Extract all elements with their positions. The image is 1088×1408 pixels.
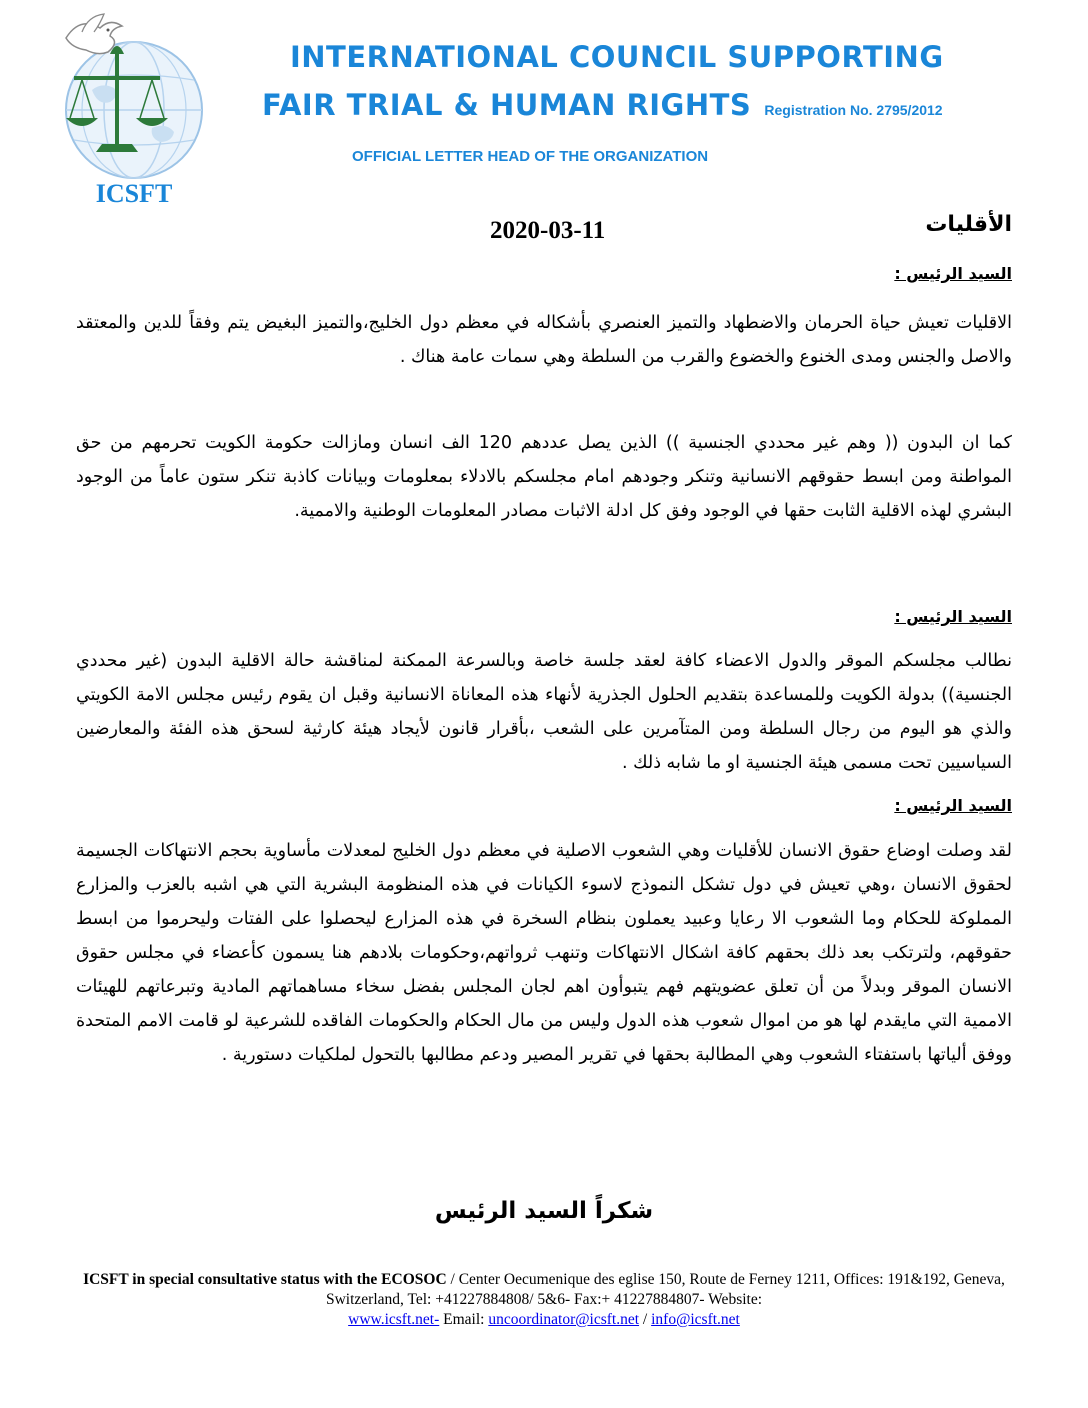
- letter-date: 2020-03-11: [490, 217, 606, 244]
- footer-contact: [70, 1270, 1018, 1330]
- paragraph-1: الاقليات تعيش حياة الحرمان والاضطهاد والتميز العنصري بأشكاله في معظم دول الخليج،والتميز البغيض يتم وفقاً للدين والمعتقد والاصل والجنس ومدى الخنوع والخضوع والقرب من السلطة وهي سمات عامة هناك .: [76, 313, 1012, 367]
- organization-name-line2: FAIR TRIAL & HUMAN RIGHTS: [262, 88, 752, 122]
- salutation-heading-3: السيد الرئيس :: [894, 796, 1012, 815]
- footer-ecosoc-status: ICSFT in special consultative status with the ECOSOC: [83, 1271, 447, 1288]
- footer-email-label: Email:: [439, 1311, 489, 1328]
- footer-email-link-1[interactable]: uncoordinator@icsft.net: [488, 1311, 640, 1328]
- registration-number: Registration No. 2795/2012: [764, 102, 943, 118]
- official-letterhead-caption: OFFICIAL LETTER HEAD OF THE ORGANIZATION: [352, 148, 709, 165]
- organization-logo: [52, 10, 212, 210]
- organization-name-line1: INTERNATIONAL COUNCIL SUPPORTING: [290, 40, 944, 74]
- footer-email-link-2[interactable]: info@icsft.net: [651, 1311, 740, 1328]
- letter-subject: الأقليات: [925, 212, 1012, 237]
- footer-separator: /: [639, 1311, 652, 1328]
- organization-name-line2-row: [262, 88, 943, 122]
- globe-icon: [66, 42, 202, 178]
- salutation-heading-1: السيد الرئيس :: [894, 264, 1012, 283]
- paragraph-4: لقد وصلت اوضاع حقوق الانسان للأقليات وهي الشعوب الاصلية في معظم دول الخليج لمعدلات مأساوية بحجم الانتهاكات الجسيمة لحقوق الانسان ،وهي تعيش في دول تشكل النموذج لاسوء الكيانات في هذه المنظومة البشرية التي هي اشبه بالعزب والمزارع المملوكة للحكام وما الشعوب الا رعايا وعبيد يعملون بنظام السخرة في هذه المزارع ليحصلوا على الفتات وليحرموا من ابسط حقوقهم، ولترتكب بعد ذلك بحقهم كافة اشكال الانتهاكات وتنهب ثرواتهم،وحكومات بلادهم هنا يسمون كأعضاء في مجلس حقوق الانسان الموقر وبدلاً من أن تعلق عضويتهم فهم يتبوأون اهم لجان المجلس بفضل سخاء مساهماتهم المادية وتبرعاتهم للهيئات الاممية التي مايقدم لها هو من اموال شعوب هذه الدول وليس من مال الحكام والحكومات الفاقده للشرعية لو قامت الامم المتحدة ووفق ألياتها باستفتاء الشعوب وهي المطالبة بحقها في تقرير المصير ودعم مطالبها بالتحول لملكيات دستورية .: [76, 841, 1012, 1065]
- closing-thanks: شكراً السيد الرئيس: [434, 1198, 654, 1224]
- paragraph-3: نطالب مجلسكم الموقر والدول الاعضاء كافة لعقد جلسة خاصة وبالسرعة الممكنة لمناقشة حالة الاقلية البدون (غير محددي الجنسية)) بدولة الكويت وللمساعدة بتقديم الحلول الجذرية لأنهاء هذه المعاناة الانسانية وقبل ان يقوم رئيس مجلس الامة الكويتي والذي هو اليوم من رجال السلطة ومن المتآمرين على الشعب ،بأقرار قانون لأيجاد هيئة كارثية لسحق هذه الفئة والمعارضين السياسيين تحت مسمى هيئة الجنسية او ما شابه ذلك .: [76, 651, 1012, 773]
- footer-website-link[interactable]: www.icsft.net-: [348, 1311, 440, 1328]
- footer-address: / Center Oecumenique des eglise 150, Route de Ferney 1211, Offices: 191&192, Geneva, Switzerland, Tel: +41227884808/ 5&6- Fax:+ 41227884807- Website:: [325, 1271, 1005, 1308]
- logo-text: ICSFT: [95, 179, 173, 208]
- paragraph-2: كما ان البدون (( وهم غير محددي الجنسية )) الذين يصل عددهم 120 الف انسان ومازالت حكومة الكويت تحرمهم من حق المواطنة ومن ابسط حقوقهم الانسانية وتنكر وجودهم امام مجلسكم بالادلاء بمعلومات وبيانات كاذبة تنكر ستون عاماً من الوجود البشري لهذه الاقلية الثابت حقها في الوجود وفق كل ادلة الاثبات مصادر المعلومات الوطنية والاممية.: [76, 433, 1013, 521]
- salutation-heading-2: السيد الرئيس :: [894, 607, 1012, 626]
